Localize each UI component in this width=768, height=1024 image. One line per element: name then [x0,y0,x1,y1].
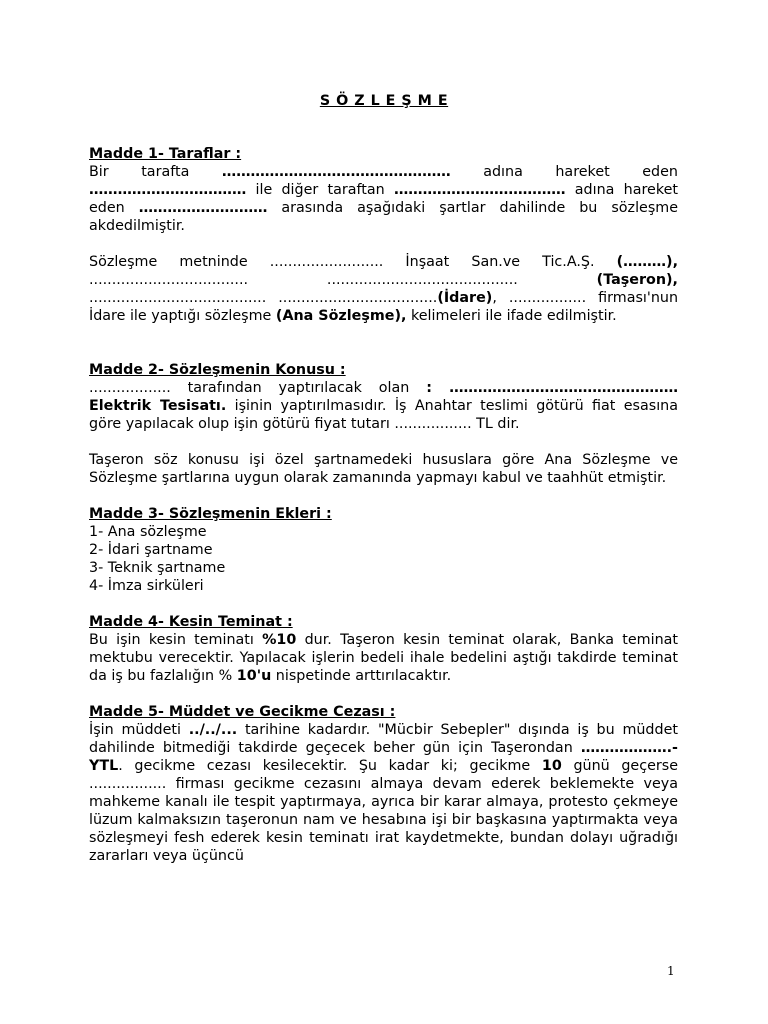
text-run: ....................................... ................................... [89,290,438,306]
text-run: , ................. firması'nun İdare ile yaptığı sözleşme [89,290,679,324]
text-run: Sözleşme metninde ......................... İnşaat San.ve Tic.A.Ş. [89,254,617,270]
text-run: işinin yaptırılmasıdır. İş Anahtar teslimi götürü fiat esasına göre yapılacak olup işin götürü fiyat tutarı ................. TL dir. [89,398,678,432]
list-item: 2- İdari şartname [89,542,213,558]
article-5 [89,703,678,865]
text-run: dur. Taşeron kesin teminat olarak, Banka teminat mektubu verecektir. Yapılacak işlerin bedeli ihale bedelini aştığı takdirde teminat da iş bu fazlalığın % [89,632,679,684]
text-run: kelimeleri ile ifade edilmiştir. [406,308,617,324]
article-1-heading: Madde 1- Taraflar : [89,146,242,162]
document-body [89,145,678,865]
list-item: 1- Ana sözleşme [89,524,207,540]
bold-term: (Ana Sözleşme), [275,308,407,324]
article-2-paragraph-2: Taşeron söz konusu işi özel şartnamedeki hususlara göre Ana Sözleşme ve Sözleşme şartlarına uygun olarak zamanında yapmayı kabul ve taahhüt etmiştir. [89,452,678,486]
text-run: nispetinde arttırılacaktır. [271,668,452,684]
text-run: Bu işin kesin teminatı [89,632,263,648]
article-4 [89,613,678,685]
text-run: tarihine kadardır. "Mücbir Sebepler" dışında iş bu müddet dahilinde bitmediği takdirde geçecek beher gün için Taşerondan [89,722,678,756]
article-3 [89,505,678,595]
article-4-heading: Madde 4- Kesin Teminat : [89,614,293,630]
text-run: günü geçerse ................. firması gecikme cezasını almaya devam ederek beklemekte veya mahkeme kanalı ile tespit yaptırmaya, ayrıca bir karar almaya, protesto çekmeye lüzum kalmaksızın taşeronun nam ve hesabına işi bir başkasına yaptırmakta veya sözleşmeyi fesh ederek kesin teminatı irat kaydetmekte, bundan dolayı uğradığı zararları veya üçüncü [89,758,679,864]
bold-term: ……………….-YTL [89,740,678,774]
blank-field: ………………………………………… [221,164,451,180]
text-run: ................................... .......................................... [89,272,597,288]
page-number: 1 [667,964,675,978]
blank-field: ……………………… [138,200,268,216]
bold-term: ../../... [188,722,238,738]
text-run: adına hareket eden [89,182,678,216]
bold-term: 10 [541,758,562,774]
bold-term: (Taşeron), [596,272,678,288]
article-2-heading: Madde 2- Sözleşmenin Konusu : [89,362,346,378]
article-1 [89,145,678,325]
text-run: Bir tarafta [89,164,222,180]
bold-term: 10'u [236,668,272,684]
bold-term: (………), [616,254,678,270]
text-run: İşin müddeti [89,722,189,738]
annex-list [89,523,678,595]
blank-field: …………………………… [89,182,247,198]
article-1-paragraph-2 [89,253,678,325]
bold-term: : ………………………………………… Elektrik Tesisatı. [89,380,678,414]
article-2 [89,361,678,487]
list-item: 3- Teknik şartname [89,560,226,576]
text-run: arasında aşağıdaki şartlar dahilinde bu sözleşme akdedilmiştir. [89,200,679,234]
article-3-heading: Madde 3- Sözleşmenin Ekleri : [89,506,332,522]
article-4-paragraph-1 [89,631,678,685]
bold-term: (İdare) [437,290,493,306]
article-5-paragraph-1 [89,721,678,865]
text-run: . gecikme cezası kesilecektir. Şu kadar ki; gecikme [118,758,542,774]
article-2-paragraph-1 [89,379,678,433]
document-title: S Ö Z L E Ş M E [319,93,449,109]
text-run: ile diğer taraftan [246,182,394,198]
list-item: 4- İmza sirküleri [89,578,204,594]
blank-field: ……………………………… [393,182,566,198]
article-1-paragraph-1 [89,163,678,235]
bold-term: %10 [262,632,297,648]
text-run: adına hareket eden [450,164,678,180]
article-5-heading: Madde 5- Müddet ve Gecikme Cezası : [89,704,396,720]
text-run: .................. tarafından yaptırılacak olan [89,380,427,396]
